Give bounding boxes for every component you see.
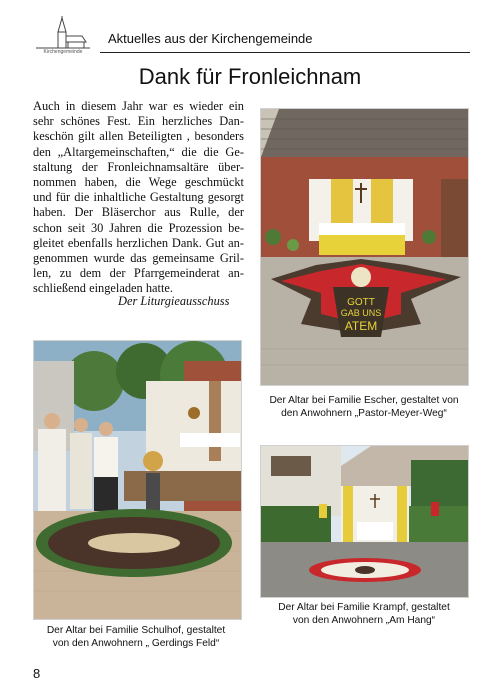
- body-line: staltung der Fronleichnamsaltäre über-: [33, 159, 244, 174]
- caption-line: von den Anwohnern „ Gerdings Feld“: [52, 638, 220, 649]
- article-body: [33, 99, 244, 297]
- carpet-text-line: GAB UNS: [340, 308, 382, 318]
- article-title: Dank für Fronleichnam: [138, 64, 362, 89]
- body-line: sehr schönes Fest. Ein herzliches Dan-: [33, 114, 244, 129]
- header-divider: [100, 52, 470, 53]
- caption-line: den Anwohnern „Pastor-Meyer-Weg“: [281, 408, 447, 419]
- caption-line: von den Anwohnern „Am Hang“: [292, 615, 436, 626]
- caption-line: Der Altar bei Familie Escher, gestaltet von: [269, 395, 459, 406]
- body-line: len, zu dem der Pfarrgemeinderat an-: [33, 266, 244, 281]
- caption-schulhof: [28, 624, 244, 650]
- article-signature: Der Liturgieausschuss: [118, 294, 230, 308]
- body-line: haben. Der Bläserchor aus Rulle, der: [33, 205, 244, 220]
- photo-altar-escher: [260, 108, 469, 386]
- body-line: Auch in diesem Jahr war es wieder ein: [33, 99, 244, 113]
- body-line: gleitet ebenfalls herzlichen Dank. Gut an-: [33, 235, 244, 250]
- photo-altar-krampf: [260, 445, 469, 598]
- body-line: den „Altargemeinschaften,“ die die Ge-: [33, 144, 244, 159]
- section-header-title: Aktuelles aus der Kirchengemeinde: [108, 31, 313, 46]
- body-line: nommen haben, die Wege geschmückt: [33, 175, 244, 190]
- body-line: schon seit 30 Jahren die Prozession be-: [33, 220, 244, 235]
- photo-altar-schulhof: [33, 340, 242, 620]
- caption-krampf: [258, 601, 470, 627]
- caption-line: Der Altar bei Familie Krampf, gestaltet: [278, 602, 450, 613]
- page-number: 8: [33, 666, 41, 681]
- carpet-text-line: GOTT: [347, 297, 375, 308]
- caption-escher: [258, 394, 470, 420]
- logo-caption: Kirchengemeinde: [43, 49, 83, 55]
- body-line: und für die inhaltliche Gestaltung gesorgt: [33, 190, 244, 205]
- church-logo-icon: [32, 16, 94, 58]
- body-line: genommen wurde das gemeinsame Gril-: [33, 251, 244, 266]
- caption-line: Der Altar bei Familie Schulhof, gestaltet: [46, 625, 226, 636]
- carpet-text-line: ATEM: [344, 319, 378, 333]
- body-line: keschön gilt allen Beteiligten , besonders: [33, 129, 244, 144]
- body-line: schließend eingeladen hatte.: [33, 281, 174, 296]
